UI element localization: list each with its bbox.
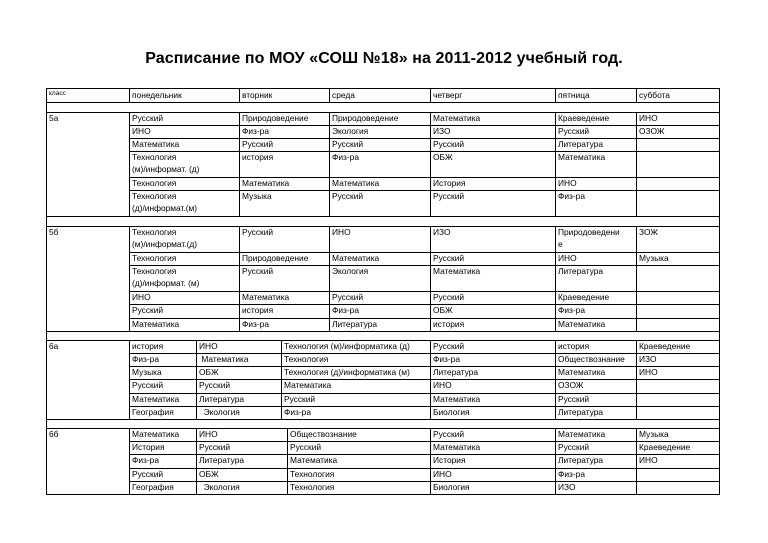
schedule-cell: ОЗОЖ bbox=[558, 380, 584, 391]
schedule-cell: Краеведение bbox=[639, 442, 691, 453]
schedule-cell: Технология (м)/информат. (д) bbox=[132, 151, 200, 174]
schedule-cell: Русский bbox=[558, 125, 590, 136]
schedule-cell: ОЗОЖ bbox=[639, 125, 665, 136]
schedule-cell: География bbox=[132, 406, 174, 417]
schedule-cell: История bbox=[433, 455, 466, 466]
grid-line-vertical bbox=[636, 88, 637, 102]
schedule-cell: ИНО bbox=[199, 429, 218, 440]
schedule-cell: Математика bbox=[199, 354, 249, 365]
schedule-cell: Литература bbox=[558, 406, 604, 417]
schedule-cell: Технология bbox=[284, 354, 329, 365]
schedule-cell: Русский bbox=[284, 393, 316, 404]
grid-line-vertical bbox=[430, 112, 431, 217]
class-label: 5б bbox=[49, 226, 59, 237]
schedule-cell: Физ-ра bbox=[332, 305, 359, 316]
schedule-cell: Русский bbox=[433, 191, 465, 202]
schedule-cell bbox=[636, 265, 720, 291]
grid-line-horizontal bbox=[129, 494, 720, 495]
grid-line-vertical bbox=[329, 88, 330, 102]
grid-line-vertical bbox=[719, 419, 720, 429]
schedule-cell: ИНО bbox=[639, 455, 658, 466]
header-day: суббота bbox=[639, 90, 670, 100]
grid-line-vertical bbox=[719, 88, 720, 102]
grid-line-vertical bbox=[719, 340, 720, 419]
header-day: вторник bbox=[242, 90, 273, 100]
grid-line-vertical bbox=[719, 428, 720, 494]
schedule-cell: Русский bbox=[433, 429, 465, 440]
grid-line-vertical bbox=[636, 112, 637, 217]
grid-line-vertical bbox=[46, 340, 47, 419]
schedule-cell: Технология bbox=[290, 481, 335, 492]
grid-line-vertical bbox=[329, 226, 330, 331]
schedule-cell: Технология (д)/информат. (м) bbox=[132, 266, 200, 289]
schedule-cell: Русский bbox=[290, 442, 322, 453]
schedule-cell: Технология bbox=[132, 253, 177, 263]
grid-line-vertical bbox=[555, 428, 556, 494]
grid-line-vertical bbox=[239, 88, 240, 102]
schedule-cell: ИНО bbox=[558, 253, 577, 263]
schedule-cell: Литература bbox=[332, 318, 378, 329]
schedule-cell: Природоведение bbox=[242, 253, 309, 263]
grid-line-vertical bbox=[555, 112, 556, 217]
grid-line-vertical bbox=[46, 112, 47, 217]
schedule-cell: Краеведение bbox=[639, 341, 691, 352]
schedule-cell: Экология bbox=[332, 125, 369, 136]
grid-line-vertical bbox=[636, 340, 637, 419]
schedule-cell: Биология bbox=[433, 406, 470, 417]
schedule-cell: Обществознание bbox=[558, 354, 625, 365]
grid-line-vertical bbox=[555, 88, 556, 102]
schedule-cell: Экология bbox=[332, 266, 369, 277]
schedule-cell: Обществознание bbox=[290, 429, 357, 440]
grid-line-vertical bbox=[430, 226, 431, 331]
schedule-cell: Экология bbox=[199, 406, 240, 417]
schedule-cell: Физ-ра bbox=[558, 305, 585, 316]
schedule-cell: Математика bbox=[132, 393, 180, 404]
class-label: 6а bbox=[49, 341, 59, 352]
schedule-cell: Литература bbox=[199, 455, 245, 466]
grid-line-horizontal bbox=[46, 494, 129, 495]
grid-line-vertical bbox=[719, 112, 720, 217]
schedule-cell: Краеведение bbox=[558, 292, 610, 303]
schedule-cell bbox=[636, 379, 720, 392]
schedule-cell: Математика bbox=[433, 442, 481, 453]
schedule-cell: Русский bbox=[132, 305, 164, 316]
grid-line-horizontal bbox=[129, 419, 720, 420]
schedule-cell: Литература bbox=[433, 367, 479, 378]
schedule-cell: Математика bbox=[332, 178, 380, 188]
schedule-table bbox=[46, 88, 720, 538]
grid-line-vertical bbox=[287, 428, 288, 494]
schedule-cell: Математика bbox=[132, 138, 180, 149]
schedule-cell: ОБЖ bbox=[199, 367, 219, 378]
schedule-cell bbox=[636, 468, 720, 481]
schedule-cell bbox=[636, 138, 720, 151]
schedule-cell: Технология (м)/информатика (д) bbox=[284, 341, 410, 352]
schedule-cell: Русский bbox=[199, 442, 231, 453]
schedule-cell: ОБЖ bbox=[199, 468, 219, 479]
page-title: Расписание по МОУ «СОШ №18» на 2011-2012 учебный год. bbox=[145, 50, 623, 67]
schedule-cell: Литература bbox=[199, 393, 245, 404]
grid-line-vertical bbox=[129, 428, 130, 494]
schedule-cell: История bbox=[433, 178, 466, 188]
schedule-cell: ИЗО bbox=[558, 481, 576, 492]
grid-line-vertical bbox=[196, 428, 197, 494]
schedule-cell: ИНО bbox=[433, 468, 452, 479]
schedule-cell: Музыка bbox=[242, 191, 272, 202]
schedule-cell: География bbox=[132, 481, 174, 492]
schedule-cell: история bbox=[242, 305, 274, 316]
grid-line-vertical bbox=[239, 112, 240, 217]
schedule-cell: Математика bbox=[132, 429, 180, 440]
schedule-cell: Природоведени е bbox=[558, 226, 620, 249]
header-day: среда bbox=[332, 90, 355, 100]
grid-line-vertical bbox=[239, 226, 240, 331]
schedule-cell: ЗОЖ bbox=[639, 226, 659, 237]
schedule-cell: Русский bbox=[132, 468, 164, 479]
grid-line-vertical bbox=[636, 226, 637, 331]
schedule-cell: Математика bbox=[558, 151, 606, 162]
schedule-cell: Русский bbox=[332, 191, 364, 202]
schedule-cell: Технология bbox=[132, 178, 177, 188]
schedule-cell bbox=[636, 151, 720, 177]
schedule-cell: Биология bbox=[433, 481, 470, 492]
schedule-cell: ИНО bbox=[332, 226, 351, 237]
schedule-cell: Русский bbox=[242, 138, 274, 149]
grid-line-vertical bbox=[719, 216, 720, 226]
schedule-cell: Физ-ра bbox=[284, 406, 311, 417]
grid-line-horizontal bbox=[46, 331, 129, 332]
grid-line-horizontal bbox=[129, 331, 720, 332]
schedule-cell: Русский bbox=[433, 341, 465, 352]
schedule-cell: Математика bbox=[332, 253, 380, 263]
grid-line-vertical bbox=[129, 88, 130, 102]
schedule-cell: Русский bbox=[433, 292, 465, 303]
schedule-cell: Экология bbox=[199, 481, 240, 492]
schedule-cell: ИЗО bbox=[639, 354, 657, 365]
schedule-cell: Музыка bbox=[132, 367, 162, 378]
class-label: 5а bbox=[49, 112, 59, 123]
grid-line-vertical bbox=[46, 102, 47, 112]
schedule-cell: история bbox=[433, 318, 465, 329]
grid-line-vertical bbox=[129, 340, 130, 419]
schedule-cell: Физ-ра bbox=[242, 125, 269, 136]
schedule-cell: Математика bbox=[433, 266, 481, 277]
schedule-cell: Технология (д)/информат.(м) bbox=[132, 191, 198, 214]
grid-line-vertical bbox=[719, 331, 720, 341]
grid-line-vertical bbox=[46, 88, 47, 102]
schedule-cell: ИНО bbox=[558, 178, 577, 188]
schedule-cell: Математика bbox=[558, 367, 606, 378]
schedule-cell: Математика bbox=[558, 429, 606, 440]
grid-line-vertical bbox=[430, 428, 431, 494]
schedule-cell bbox=[636, 406, 720, 419]
grid-line-vertical bbox=[129, 226, 130, 331]
schedule-cell: Физ-ра bbox=[558, 468, 585, 479]
schedule-cell: Математика bbox=[558, 318, 606, 329]
schedule-cell: история bbox=[242, 151, 274, 162]
grid-line-vertical bbox=[430, 340, 431, 419]
header-class: класс bbox=[49, 90, 66, 97]
grid-line-vertical bbox=[196, 340, 197, 419]
schedule-cell: Музыка bbox=[639, 253, 669, 263]
schedule-cell: Физ-ра bbox=[558, 191, 585, 202]
schedule-cell: Физ-ра bbox=[132, 354, 159, 365]
header-day: пятница bbox=[558, 90, 590, 100]
grid-line-vertical bbox=[329, 112, 330, 217]
schedule-cell: Литература bbox=[558, 138, 604, 149]
schedule-cell: Русский bbox=[199, 380, 231, 391]
schedule-cell: ИНО bbox=[199, 341, 218, 352]
schedule-cell: Русский bbox=[132, 112, 164, 123]
schedule-cell: Физ-ра bbox=[332, 151, 359, 162]
grid-line-vertical bbox=[46, 216, 47, 226]
schedule-cell: История bbox=[132, 442, 165, 453]
schedule-cell: Литература bbox=[558, 455, 604, 466]
schedule-cell: Физ-ра bbox=[132, 455, 159, 466]
schedule-cell: Русский bbox=[242, 266, 274, 277]
grid-line-vertical bbox=[281, 340, 282, 419]
schedule-cell: ОБЖ bbox=[433, 305, 453, 316]
schedule-cell: Русский bbox=[332, 292, 364, 303]
schedule-cell: Математика bbox=[242, 178, 290, 188]
grid-line-vertical bbox=[46, 226, 47, 331]
schedule-cell: ИНО bbox=[132, 292, 151, 303]
schedule-cell bbox=[636, 481, 720, 494]
schedule-cell: Музыка bbox=[639, 429, 669, 440]
schedule-cell: Технология (м)/информат.(д) bbox=[132, 226, 198, 249]
schedule-cell: Математика bbox=[290, 455, 338, 466]
schedule-cell: ИНО bbox=[639, 367, 658, 378]
schedule-cell: Русский bbox=[558, 442, 590, 453]
schedule-cell: Природоведение bbox=[242, 112, 309, 123]
schedule-cell: Технология (д)/информатика (м) bbox=[284, 367, 410, 378]
schedule-cell: Литература bbox=[558, 266, 604, 277]
schedule-cell: Математика bbox=[132, 318, 180, 329]
schedule-cell: ИНО bbox=[132, 125, 151, 136]
schedule-cell: Русский bbox=[332, 138, 364, 149]
grid-line-vertical bbox=[46, 331, 47, 341]
schedule-cell: ИНО bbox=[639, 112, 658, 123]
schedule-cell: Математика bbox=[433, 393, 481, 404]
schedule-cell bbox=[636, 177, 720, 190]
schedule-cell: ИЗО bbox=[433, 226, 451, 237]
schedule-cell: Физ-ра bbox=[242, 318, 269, 329]
schedule-cell bbox=[636, 190, 720, 216]
grid-line-vertical bbox=[46, 419, 47, 429]
grid-line-horizontal bbox=[46, 419, 129, 420]
grid-line-vertical bbox=[46, 428, 47, 494]
grid-line-vertical bbox=[430, 88, 431, 102]
schedule-cell bbox=[636, 393, 720, 406]
schedule-cell: Физ-ра bbox=[433, 354, 460, 365]
header-day: понедельник bbox=[132, 90, 182, 100]
grid-line-vertical bbox=[636, 428, 637, 494]
schedule-cell: ИЗО bbox=[433, 125, 451, 136]
schedule-cell: Краеведение bbox=[558, 112, 610, 123]
schedule-cell bbox=[636, 318, 720, 331]
schedule-cell: Математика bbox=[242, 292, 290, 303]
schedule-cell: Русский bbox=[433, 138, 465, 149]
schedule-cell: ИНО bbox=[433, 380, 452, 391]
grid-line-horizontal bbox=[46, 216, 129, 217]
schedule-cell: Природоведение bbox=[332, 112, 399, 123]
schedule-cell: Математика bbox=[433, 112, 481, 123]
grid-line-horizontal bbox=[129, 216, 720, 217]
schedule-cell bbox=[636, 291, 720, 304]
schedule-cell: Русский bbox=[132, 380, 164, 391]
schedule-cell: история bbox=[132, 341, 164, 352]
schedule-cell: ОБЖ bbox=[433, 151, 453, 162]
grid-line-vertical bbox=[555, 226, 556, 331]
schedule-cell: Русский bbox=[433, 253, 465, 263]
grid-line-vertical bbox=[719, 102, 720, 112]
schedule-cell: Технология bbox=[290, 468, 335, 479]
grid-line-vertical bbox=[129, 112, 130, 217]
grid-line-horizontal bbox=[46, 102, 720, 103]
header-day: четверг bbox=[433, 90, 463, 100]
schedule-cell: Математика bbox=[284, 380, 332, 391]
schedule-cell: Русский bbox=[558, 393, 590, 404]
schedule-cell bbox=[636, 304, 720, 317]
class-label: 6б bbox=[49, 429, 59, 440]
grid-line-vertical bbox=[555, 340, 556, 419]
schedule-cell: Русский bbox=[242, 226, 274, 237]
schedule-cell: история bbox=[558, 341, 590, 352]
grid-line-vertical bbox=[719, 226, 720, 331]
